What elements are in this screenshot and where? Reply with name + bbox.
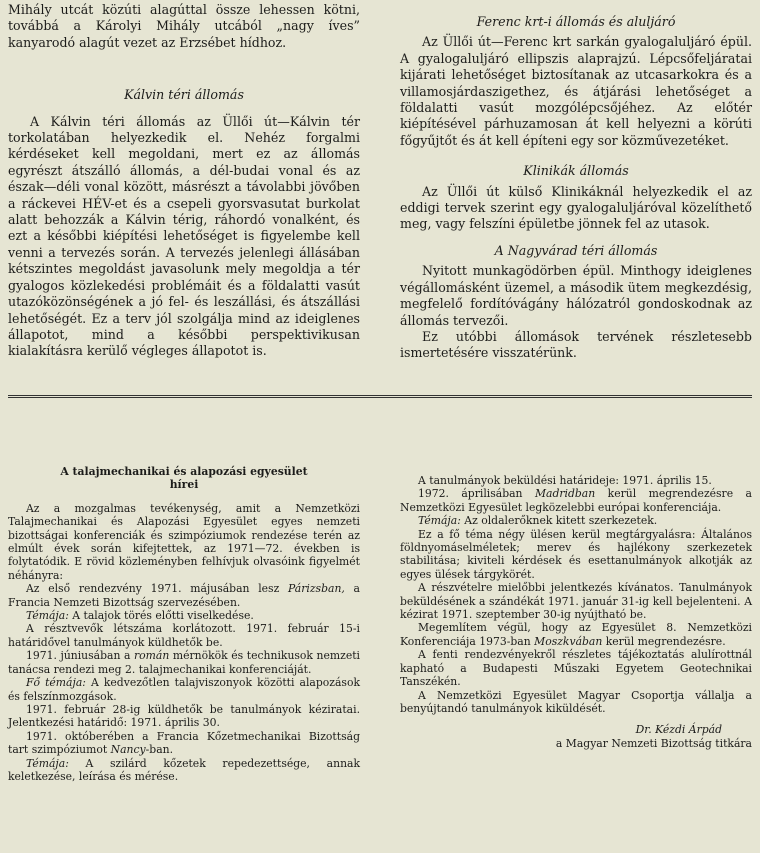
signature-name bbox=[400, 723, 752, 736]
nancy-theme-paragraph bbox=[8, 757, 360, 784]
intro-paragraph: Mihály utcát közúti alagúttal össze lehessen kötni, továbbá a Károlyi Mihály utcából „nagy íves” kanyarodó alagút vezet az Erzsébet hídhoz. bbox=[8, 2, 360, 50]
group-paragraph: A Nemzetközi Egyesület Magyar Csoportja vállalja a benyújtandó tanulmányok kiküldését. bbox=[400, 688, 752, 715]
paris-text-a: Az első rendezvény 1971. májusában lesz bbox=[26, 582, 289, 596]
kalvin-paragraph: A Kálvin téri állomás az Üllői út—Kálvin tér torkolatában helyezkedik el. Nehéz forgalmi kérdéseket kell megoldani, mert ez az állomás egyrészt átszálló állomás, a dél-budai vonal és az észak—déli vonal között, másrészt a távolabbi jövőben a ráckevei HÉV-et és a csepeli gyorsvasutat burkolat alatt behozzák a Kálvin térig, ráhordó vonalként, és ezt a későbbi kiépítési lehetőséget is figyelembe kell venni a tervezés során. A tervezés jelenlegi állásában kétszintes megoldást javasolunk mely megoldja a tér gyalogos közlekedési problémáit és a földalatti vasút utazóközönségének a jó fel- és leszállási, és átszállási lehetőségét. Ez a terv jól szolgálja mind az ideiglenes állapotot, mind a későbbi perspektivikusan kialakításra kerülő végleges állapotot is. bbox=[8, 113, 360, 359]
ferenc-paragraph: Az Üllői út—Ferenc krt sarkán gyalogaluljáró épül. A gyalogaluljáró ellipszis alaprajzú. Lépcsőfeljáratai kijárati lehetőséget biztosítanak az utcasarkokra és a villamosjárdaszigethez, és átjárási lehetőséget a földalatti vasút mozgólépcsőjéhez. Az előtér kiépítésével párhuzamosan át kell helyezni a körúti főgyűjtőt és át kell építeni egy sor közművezetéket. bbox=[400, 34, 752, 148]
romanian-theme-paragraph bbox=[8, 676, 360, 703]
romanian-theme-label: Fő témája: bbox=[26, 676, 86, 690]
klinikak-heading: Klinikák állomás bbox=[523, 163, 629, 179]
madrid-theme-text: Az oldalerőknek kitett szerkezetek. bbox=[460, 514, 658, 528]
romanian-text-b: mérnökök és technikusok nemzeti tanácsa rendezi meg 2. talajmechanikai konferenciáját. bbox=[8, 649, 360, 676]
top-right-column bbox=[400, 14, 752, 362]
madrid-paragraph bbox=[400, 487, 752, 514]
paris-paragraph bbox=[8, 582, 360, 609]
article-title-line1: A talajmechanikai és alapozási egyesület bbox=[60, 465, 308, 478]
madrid-city: Madridban bbox=[534, 487, 596, 501]
nancy-text-b: -ban. bbox=[145, 743, 174, 757]
moscow-text-a: Megemlítem végül, hogy az Egyesület 8. Nemzetközi Konferenciája 1973-ban bbox=[400, 621, 752, 648]
paris-theme-label: Témája: bbox=[26, 609, 69, 623]
kalvin-heading: Kálvin téri állomás bbox=[124, 87, 244, 103]
madrid-theme-label: Témája: bbox=[418, 514, 461, 528]
klinikak-paragraph: Az Üllői út külső Klinikáknál helyezkedik el az eddigi tervek szerint egy gyalogaluljáróval közelíthető meg, vagy felszíni épületbe jönnek fel az utasok. bbox=[400, 183, 752, 232]
romanian-theme-text: A kedvezőtlen talajviszonyok közötti alapozások és felszínmozgások. bbox=[8, 676, 360, 703]
info-paragraph: A fenti rendezvényekről részletes tájékoztatás alulírottnál kapható a Budapesti Műszaki Egyetem Geotechnikai Tanszékén. bbox=[400, 648, 752, 689]
news-intro-paragraph: Az a mozgalmas tevékenység, amit a Nemzetközi Talajmechanikai és Alapozási Egyesület egyes nemzeti bizottságai konferenciák és szimpóziumok rendezése terén az elmúlt évek során kifejtettek, az 1971—72. években is folytatódik. E rövid közleményben felhívjuk olvasóink figyelmét néhányra: bbox=[8, 501, 360, 582]
signature-name-text: Dr. Kézdi Árpád bbox=[635, 723, 722, 737]
top-left-column bbox=[8, 2, 360, 360]
nancy-paragraph bbox=[8, 730, 360, 757]
paris-text-b: a Francia Nemzeti Bizottság szervezésében. bbox=[8, 582, 360, 609]
bottom-right-column bbox=[400, 474, 752, 750]
paris-participants-paragraph: A résztvevők létszáma korlátozott. 1971. február 15-i határidővel tanulmányok küldhetők be. bbox=[8, 622, 360, 649]
paris-theme-paragraph bbox=[8, 609, 360, 622]
madrid-text-a: 1972. áprilisában bbox=[418, 487, 535, 501]
nancy-city: Nancy bbox=[110, 743, 146, 757]
madrid-deadline-paragraph: A tanulmányok beküldési határideje: 1971. április 15. bbox=[418, 474, 712, 487]
moscow-text-b: kerül megrendezésre. bbox=[602, 634, 726, 648]
paris-city: Párizsban, bbox=[288, 582, 345, 596]
romanian-em: román bbox=[134, 649, 170, 663]
madrid-text-b: kerül megrendezésre a Nemzetközi Egyesület legközelebbi európai konferenciája. bbox=[400, 487, 752, 514]
closing-paragraph: Ez utóbbi állomások tervének részletesebb ismertetésére visszatérünk. bbox=[400, 328, 752, 361]
signature-title: a Magyar Nemzeti Bizottság titkára bbox=[555, 736, 752, 750]
madrid-registration-paragraph: A részvételre mielőbbi jelentkezés kívánatos. Tanulmányok beküldésének a szándékát 1971. január 31-ig kell bejelenteni. A kézirat 1971. szeptember 30-ig nyújtható be. bbox=[400, 581, 752, 622]
nancy-theme-label: Témája: bbox=[26, 756, 69, 770]
nancy-theme-text: A szilárd kőzetek repedezettsége, annak keletkezése, leírása és mérése. bbox=[8, 756, 360, 783]
nagyvarad-paragraph: Nyitott munkagödörben épül. Minthogy ideiglenes végállomásként üzemel, a második ütem megkezdésig, megfelelő fordítóvágány hálózatról gondoskodnak az állomás tervezői. bbox=[400, 263, 752, 328]
bottom-left-column bbox=[8, 465, 360, 783]
paris-theme-text: A talajok törés előtti viselkedése. bbox=[68, 609, 254, 623]
romanian-paragraph bbox=[8, 649, 360, 676]
article-title-line2: hírei bbox=[169, 478, 199, 492]
romanian-text-a: 1971. júniusában a bbox=[26, 649, 134, 663]
article-title bbox=[8, 465, 360, 492]
nancy-text-a: 1971. októberében a Francia Kőzetmechanikai Bizottság tart szimpóziumot bbox=[8, 729, 360, 757]
moscow-paragraph bbox=[400, 621, 752, 648]
madrid-sessions-paragraph: Ez a fő téma négy ülésen kerül megtárgyalásra: Általános földnyomáselméletek; merev és hajlékony szerkezetek stabilitása; kiviteli kérdések és esettanulmányok alkotják az egyes ülések tárgykörét. bbox=[400, 527, 752, 581]
section-divider bbox=[8, 395, 752, 398]
moscow-city: Moszkvában bbox=[534, 634, 603, 648]
nagyvarad-heading: A Nagyvárad téri állomás bbox=[494, 242, 658, 258]
madrid-theme-paragraph bbox=[400, 514, 752, 527]
ferenc-heading: Ferenc krt-i állomás és aluljáró bbox=[476, 14, 676, 29]
romanian-deadline-paragraph: 1971. február 28-ig küldhetők be tanulmányok kéziratai. Jelentkezési határidő: 1971. április 30. bbox=[8, 702, 360, 730]
